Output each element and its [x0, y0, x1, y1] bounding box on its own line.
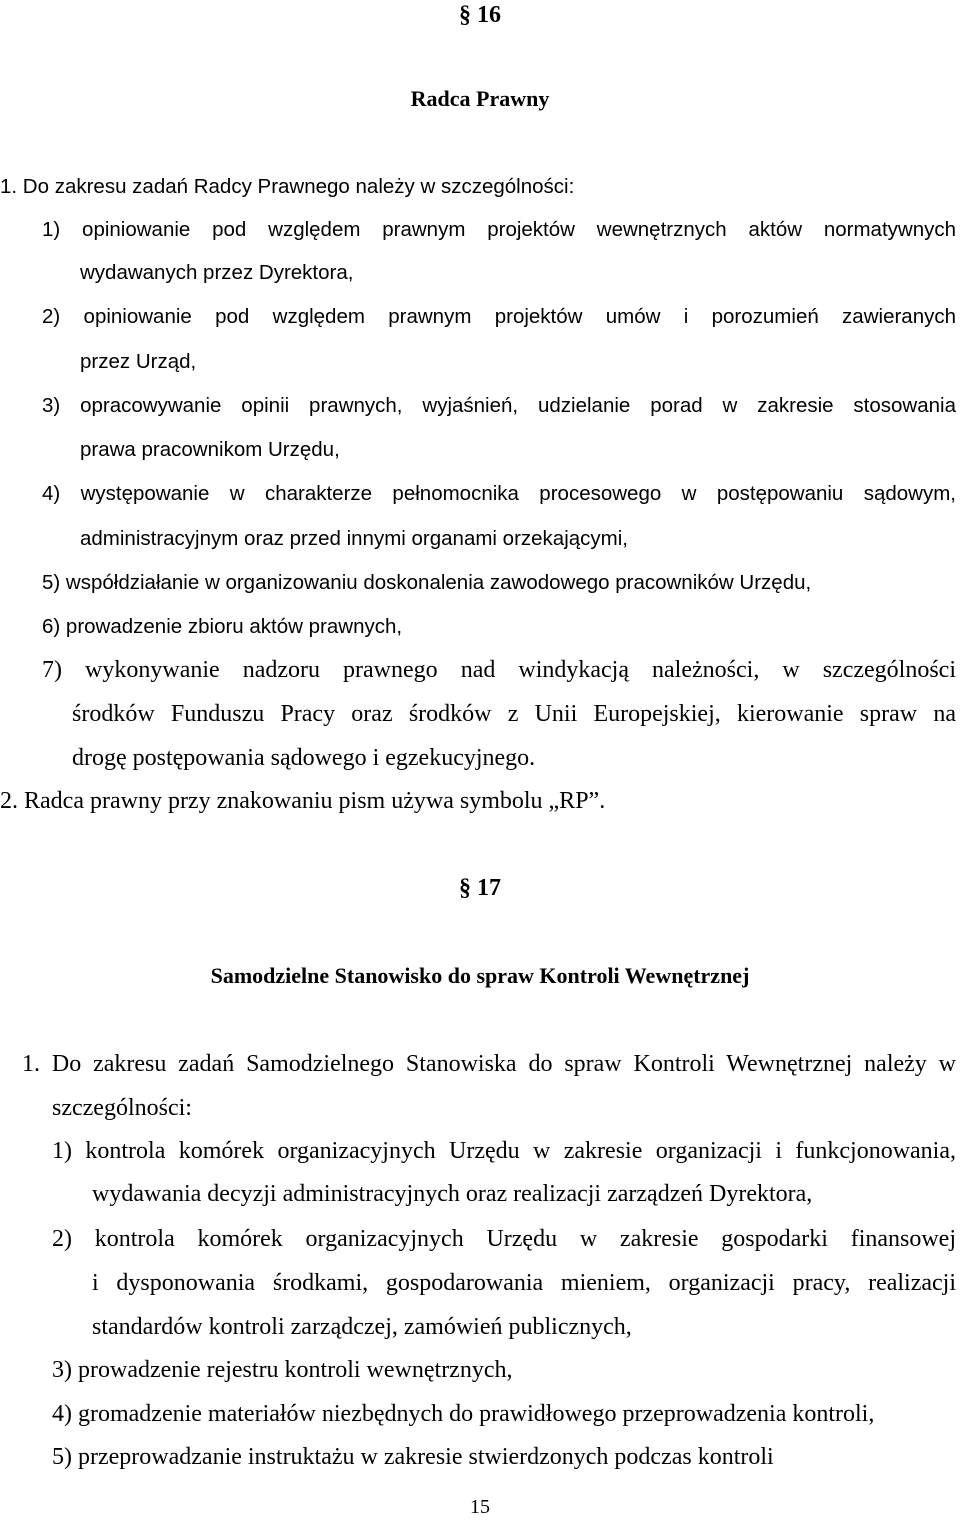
s17-sub2-line3: standardów kontroli zarządczej, zamówień publicznych,	[92, 1314, 632, 1340]
s17-sub2-line1: 2) kontrola komórek organizacyjnych Urzędu w zakresie gospodarki finansowej	[52, 1226, 956, 1252]
s17-sub2-line2: i dysponowania środkami, gospodarowania mieniem, organizacji pracy, realizacji	[92, 1270, 956, 1296]
s16-item2: 2. Radca prawny przy znakowaniu pism używa symbolu „RP”.	[0, 788, 606, 814]
section-16-sign: § 16	[459, 2, 501, 28]
s17-sub1-line2: wydawania decyzji administracyjnych oraz realizacji zarządzeń Dyrektora,	[92, 1181, 813, 1207]
s16-sub6: 6) prowadzenie zbioru aktów prawnych,	[42, 615, 403, 638]
s16-sub2-line2: przez Urząd,	[80, 350, 197, 373]
s16-sub7-line2: środków Funduszu Pracy oraz środków z Unii Europejskiej, kierowanie spraw na	[72, 701, 956, 727]
s17-sub4: 4) gromadzenie materiałów niezbędnych do prawidłowego przeprowadzenia kontroli,	[52, 1401, 875, 1427]
s17-sub1-line1: 1) kontrola komórek organizacyjnych Urzędu w zakresie organizacji i funkcjonowania,	[52, 1138, 956, 1164]
s16-sub7-line1: 7) wykonywanie nadzoru prawnego nad windykacją należności, w szczególności	[42, 657, 956, 683]
s16-sub7-line3: drogę postępowania sądowego i egzekucyjnego.	[72, 745, 536, 771]
s16-sub1-line1: 1) opiniowanie pod względem prawnym projektów wewnętrznych aktów normatywnych	[42, 218, 956, 241]
s17-sub3: 3) prowadzenie rejestru kontroli wewnętrznych,	[52, 1357, 513, 1383]
s17-item1-line1: 1. Do zakresu zadań Samodzielnego Stanowiska do spraw Kontroli Wewnętrznej należy w	[22, 1051, 956, 1077]
s16-sub5: 5) współdziałanie w organizowaniu doskonalenia zawodowego pracowników Urzędu,	[42, 571, 812, 594]
s16-sub1-line2: wydawanych przez Dyrektora,	[80, 261, 354, 284]
s16-item1-intro: 1. Do zakresu zadań Radcy Prawnego należy w szczególności:	[0, 175, 575, 198]
s17-sub5: 5) przeprowadzanie instruktażu w zakresie stwierdzonych podczas kontroli	[52, 1444, 774, 1470]
page-number: 15	[470, 1496, 490, 1518]
s16-sub3-line1: 3) opracowywanie opinii prawnych, wyjaśnień, udzielanie porad w zakresie stosowania	[42, 394, 956, 417]
s16-sub2-line1: 2) opiniowanie pod względem prawnym projektów umów i porozumień zawieranych	[42, 305, 956, 328]
section-17-sign: § 17	[459, 875, 501, 901]
s16-sub4-line2: administracyjnym oraz przed innymi organami orzekającymi,	[80, 527, 628, 550]
section-17-heading: Samodzielne Stanowisko do spraw Kontroli Wewnętrznej	[210, 963, 750, 988]
s16-sub4-line1: 4) występowanie w charakterze pełnomocnika procesowego w postępowaniu sądowym,	[42, 482, 956, 505]
section-16-heading: Radca Prawny	[410, 86, 550, 111]
s17-item1-line2: szczególności:	[52, 1095, 192, 1121]
s16-sub3-line2: prawa pracownikom Urzędu,	[80, 438, 340, 461]
